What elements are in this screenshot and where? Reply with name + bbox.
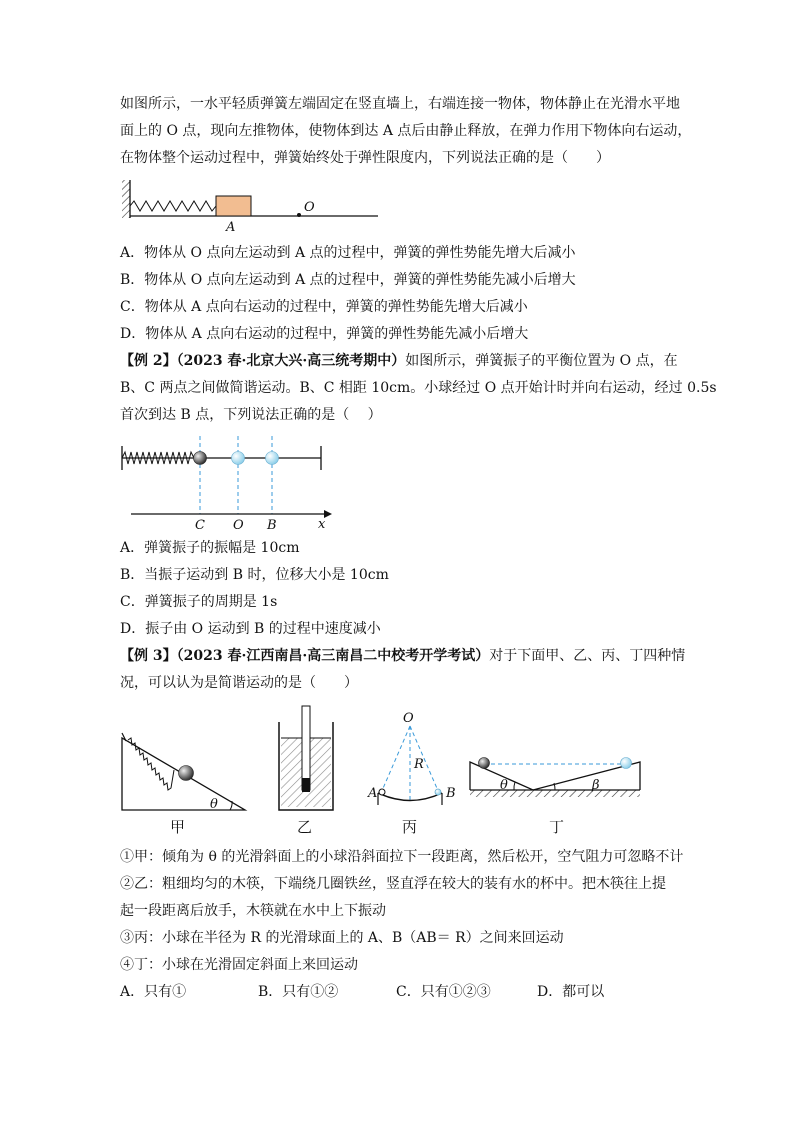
q2-option-d: D．振子由 O 运动到 B 的过程中速度减小 xyxy=(120,621,381,637)
q3-source: （2023 春·江西南昌·高三南昌二中校考开学考试） xyxy=(176,648,490,664)
q3-option-d: D．都可以 xyxy=(537,984,605,1000)
label-O: O xyxy=(304,200,315,215)
q3-item-2-line-1: ②乙：粗细均匀的木筷，下端绕几圈铁丝，竖直浮在较大的装有水的杯中。把木筷往上提 xyxy=(120,876,666,892)
q1-option-b: B．物体从 O 点向左运动到 A 点的过程中，弹簧的弹性势能先减小后增大 xyxy=(120,272,576,288)
q2-option-b: B．当振子运动到 B 时，位移大小是 10cm xyxy=(120,567,389,583)
label-R: R xyxy=(414,757,424,772)
label-theta: θ xyxy=(210,797,218,812)
q3-option-a: A．只有① xyxy=(120,984,187,1000)
label-O: O xyxy=(233,518,244,533)
fig-bing xyxy=(367,711,456,836)
q1-stem-line-2: 面上的 O 点，现向左推物体，使物体到达 A 点后由静止释放，在弹力作用下物体向右运动， xyxy=(120,123,692,139)
q2-option-c: C．弹簧振子的周期是 1s xyxy=(120,594,278,610)
caption-bing: 丙 xyxy=(402,818,418,836)
caption-yi: 乙 xyxy=(297,818,313,836)
q1-option-d: D．物体从 A 点向右运动的过程中，弹簧的弹性势能先减小后增大 xyxy=(120,326,529,342)
label-O: O xyxy=(403,711,414,726)
q1-option-c: C．物体从 A 点向右运动的过程中，弹簧的弹性势能先增大后减小 xyxy=(120,299,528,315)
q3-tag: 【例 3】 xyxy=(120,648,177,664)
q3-item-4: ④丁：小球在光滑固定斜面上来回运动 xyxy=(120,957,358,973)
label-x: x xyxy=(318,517,326,532)
label-B: B xyxy=(267,518,277,533)
q2-stem-line-3: 首次到达 B 点，下列说法正确的是（ ） xyxy=(120,407,382,423)
q2-stem-line-2: B、C 两点之间做简谐运动。B、C 相距 10cm。小球经过 O 点开始计时并向右运动，经过 0.5s xyxy=(120,380,717,396)
q2-stem-text: 如图所示，弹簧振子的平衡位置为 O 点，在 xyxy=(405,353,678,369)
q3-stem-line-2: 况，可以认为是简谐运动的是（ ） xyxy=(120,675,358,691)
caption-jia: 甲 xyxy=(170,818,186,836)
label-B: B xyxy=(446,786,456,801)
q1-option-a: A．物体从 O 点向左运动到 A 点的过程中，弹簧的弹性势能先增大后减小 xyxy=(120,245,576,261)
label-A: A xyxy=(226,220,236,235)
q3-option-c: C．只有①②③ xyxy=(396,984,491,1000)
q2-tag: 【例 2】 xyxy=(120,353,177,369)
q3-option-b: B．只有①② xyxy=(258,984,339,1000)
q2-source: （2023 春·北京大兴·高三统考期中） xyxy=(176,353,406,369)
q1-stem-line-3: 在物体整个运动过程中，弹簧始终处于弹性限度内，下列说法正确的是（ ） xyxy=(120,150,610,166)
q3-stem-text: 对于下面甲、乙、丙、丁四种情 xyxy=(489,648,686,664)
caption-ding: 丁 xyxy=(549,818,565,836)
fig-yi xyxy=(279,706,333,836)
q3-item-2-line-2: 起一段距离后放手，木筷就在水中上下振动 xyxy=(120,903,386,919)
q1-stem-line-1: 如图所示，一水平轻质弹簧左端固定在竖直墙上，右端连接一物体，物体静止在光滑水平地 xyxy=(120,96,680,112)
label-beta: β xyxy=(592,778,600,793)
label-A: A xyxy=(368,786,378,801)
label-theta-ding: θ xyxy=(500,778,508,793)
q3-item-1: ①甲：倾角为 θ 的光滑斜面上的小球沿斜面拉下一段距离，然后松开，空气阻力可忽略不计 xyxy=(120,849,684,865)
q3-item-3: ③丙：小球在半径为 R 的光滑球面上的 A、B（AB＝ R）之间来回运动 xyxy=(120,930,564,946)
q2-option-a: A．弹簧振子的振幅是 10cm xyxy=(120,540,300,556)
label-C: C xyxy=(195,518,205,533)
fig-ding xyxy=(470,758,640,837)
fig-jia xyxy=(122,733,245,836)
